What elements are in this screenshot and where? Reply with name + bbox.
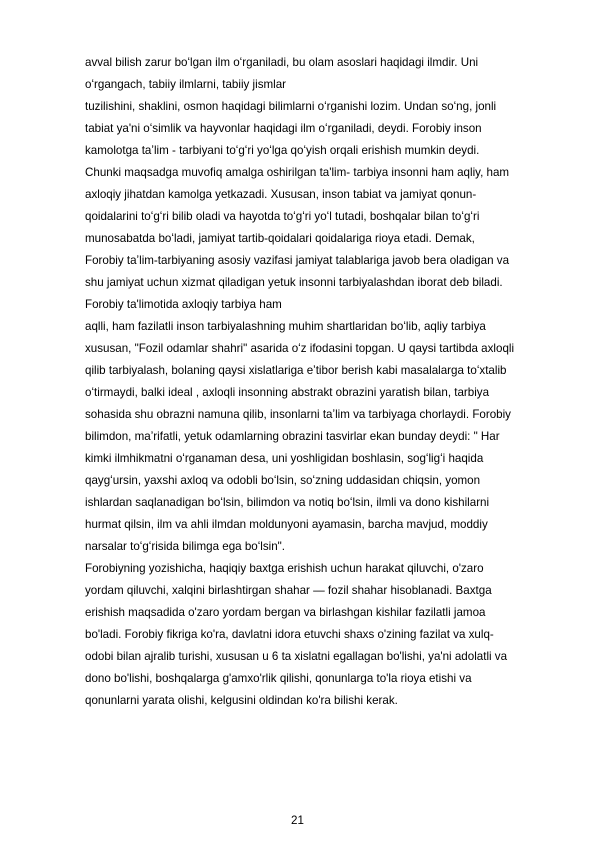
text-line: odobi bilan ajralib turishi, xususan u 6 ta xislatni egallagan bo'lishi, ya'ni adolatli va xyxy=(85,650,508,663)
text-line: axloqiy jihatdan kamolga yetkazadi. Xususan, inson tabiat va jamiyat qonun- xyxy=(85,188,477,201)
text-line: kamolotga taʼlim - tarbiyani toʻgʻri yoʻlga qoʻyish orqali erishish mumkin deydi. xyxy=(85,144,480,157)
text-line: yordam qiluvchi, xalqini birlashtirgan shahar — fozil shahar hisoblanadi. Baxtga xyxy=(85,584,492,597)
text-line: avval bilish zarur boʻlgan ilm oʻrganiladi, bu olam asoslari haqidagi ilmdir. Uni xyxy=(85,56,479,69)
text-line: shu jamiyat uchun xizmat qiladigan yetuk insonni tarbiyalashdan iborat deb biladi. xyxy=(85,276,503,289)
text-line: oʻtirmaydi, balki ideal , axloqli insonning abstrakt obrazini yaratish bilan, tarbiya xyxy=(85,386,490,399)
text-line: bilimdon, maʼrifatli, yetuk odamlarning obrazini tasvirlar ekan bunday deydi: " Har xyxy=(85,430,500,443)
text-line: Forobiy taʼlim-tarbiyaning asosiy vazifasi jamiyat talablariga javob bera oladigan va xyxy=(85,254,510,267)
text-line: xususan, "Fozil odamlar shahri" asarida oʻz ifodasini topgan. U qaysi tartibda axloqli xyxy=(85,342,515,355)
text-line: hurmat qilsin, ilm va ahli ilmdan moldunyoni ayamasin, barcha mavjud, moddiy xyxy=(85,518,488,531)
text-line: qaygʻursin, yaxshi axloq va odobli boʻlsin, soʻzning uddasidan chiqsin, yomon xyxy=(85,474,481,487)
text-line: ishlardan saqlanadigan boʻlsin, bilimdon va notiq boʻlsin, ilmli va dono kishilarni xyxy=(85,496,490,509)
text-line: Chunki maqsadga muvofiq amalga oshirilgan ta'lim- tarbiya insonni ham aqliy, ham xyxy=(85,166,510,179)
text-line: tabiat ya'ni oʻsimlik va hayvonlar haqidagi ilm oʻrganiladi, deydi. Forobiy inson xyxy=(85,122,482,135)
text-line: narsalar toʻgʻrisida bilimga ega boʻlsin". xyxy=(85,540,286,553)
text-line: sohasida shu obrazni namuna qilib, insonlarni taʼlim va tarbiyaga chorlaydi. Forobiy xyxy=(85,408,511,421)
body-text xyxy=(85,52,555,712)
text-line: qonunlarni yarata olishi, kelgusini oldindan ko'ra bilishi kerak. xyxy=(85,694,398,707)
text-line: Forobiy ta'limotida axloqiy tarbiya ham xyxy=(85,298,282,311)
text-line: tuzilishini, shaklini, osmon haqidagi bilimlarni oʻrganishi lozim. Undan soʻng, jonli xyxy=(85,100,497,113)
text-line: dono bo'lishi, boshqalarga g'amxo'rlik qilishi, qonunlarga to'la rioya etishi va xyxy=(85,672,472,685)
text-line: Forobiyning yozishicha, haqiqiy baxtga erishish uchun harakat qiluvchi, o'zaro xyxy=(85,562,484,575)
text-line: qilib tarbiyalash, bolaning qaysi xislatlariga eʼtibor berish kabi masalalarga toʻxtalib xyxy=(85,364,507,377)
text-line: munosabatda boʻladi, jamiyat tartib-qoidalari qoidalariga rioya etadi. Demak, xyxy=(85,232,475,245)
text-line: oʻrgangach, tabiiy ilmlarni, tabiiy jismlar xyxy=(85,78,287,91)
text-line: kimki ilmhikmatni oʻrganaman desa, uni yoshligidan boshlasin, sogʻligʻi haqida xyxy=(85,452,484,465)
page-number: 21 xyxy=(291,814,304,827)
text-line: aqlli, ham fazilatli inson tarbiyalashning muhim shartlaridan boʻlib, aqliy tarbiya xyxy=(85,320,486,333)
text-line: qoidalarini toʻgʻri bilib oladi va hayotda toʻgʻri yoʻl tutadi, boshqalar bilan toʻgʻri xyxy=(85,210,480,223)
text-line: erishish maqsadida o'zaro yordam bergan va birlashgan kishilar fazilatli jamoa xyxy=(85,606,486,619)
text-line: bo'ladi. Forobiy fikriga ko'ra, davlatni idora etuvchi shaxs o'zining fazilat va xulq- xyxy=(85,628,494,641)
